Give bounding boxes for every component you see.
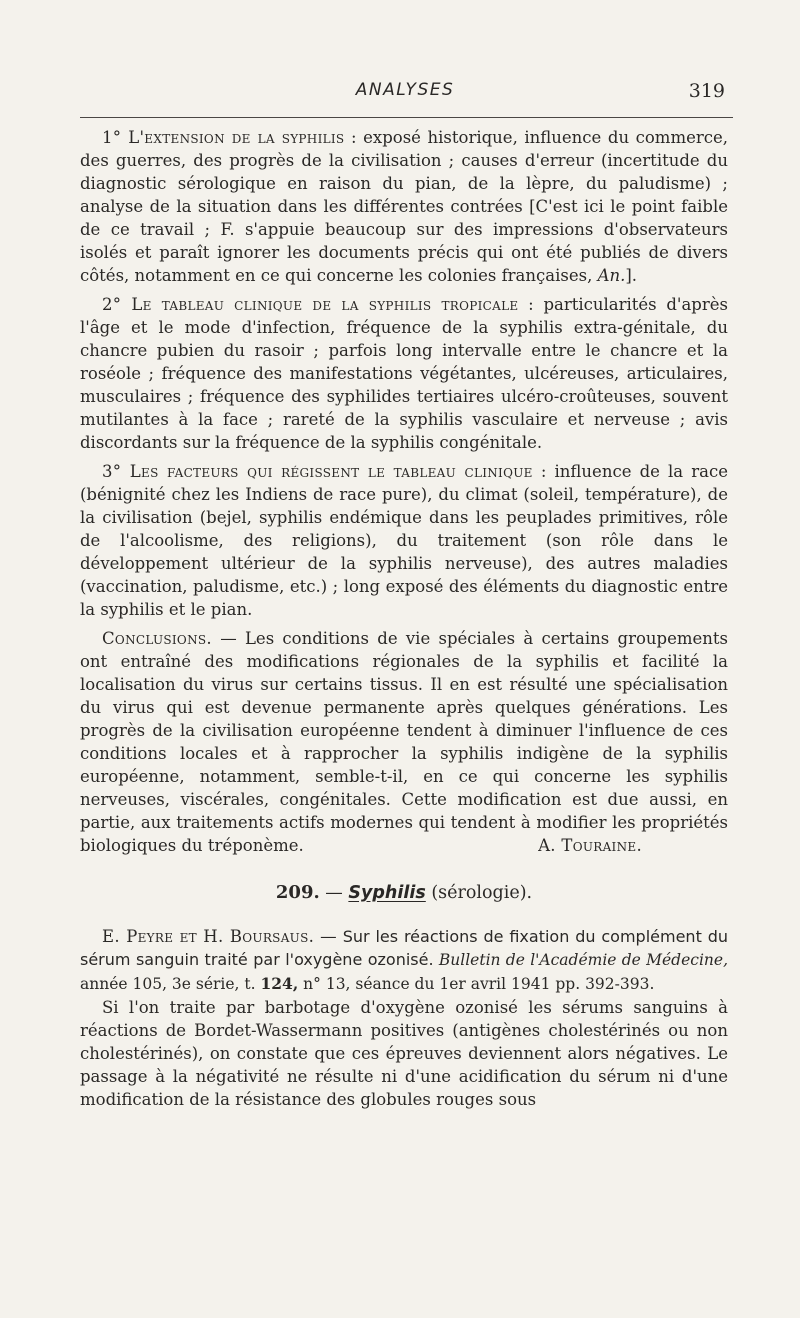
paragraph-extension	[80, 126, 728, 287]
running-title: ANALYSES	[355, 80, 455, 100]
reference-title: Sur les réactions de fixation du complément du sérum sanguin traité par l'oxygène ozonisé.	[80, 927, 728, 969]
reference-journal: Bulletin de l'Académie de Médecine,	[433, 951, 728, 969]
reference-details: n° 13, séance du 1er avril 1941 pp. 392-393.	[298, 975, 655, 993]
paragraph-clinical-picture	[80, 293, 728, 454]
running-head	[80, 80, 730, 104]
section-title: Syphilis	[348, 883, 426, 903]
article-body	[80, 126, 728, 1111]
paragraph-lead: 1° L'extension de la syphilis	[102, 128, 345, 147]
paragraph-lead: 2° Le tableau clinique de la syphilis tropicale	[102, 295, 519, 314]
bibliographic-reference	[80, 925, 728, 996]
section-number: 209.	[275, 882, 320, 903]
paragraph-text: : particularités d'après l'âge et le mode d'infection, fréquence de la syphilis extra-génitale, du chancre pubien du rasoir ; parfois long intervalle entre le chancre et la roséole ; fréquence des manifestations végétantes, ulcéreuses, articulaires, musculaires ; fréquence des syphilides tertiaires ulcéro-croûteuses, souvent mutilantes à la face ; rareté de la syphilis vasculaire et nerveuse ; avis discordants sur la fréquence de la syphilis congénitale.	[80, 295, 728, 452]
header-rule	[80, 117, 733, 118]
paragraph-text: — Les conditions de vie spéciales à certains groupements ont entraîné des modifications régionales de la syphilis et facilité la localisation du virus sur certains tissus. Il en est résulté une spécialisation du virus qui est devenue permanente après quelques générations. Les progrès de la civilisation européenne tendent à diminuer l'influence de ces conditions locales et à rapprocher la syphilis indigène de la syphilis européenne, notamment, semble-t-il, en ce qui concerne les syphilis nerveuses, viscérales, congénitales. Cette modification est due aussi, en partie, aux traitements actifs modernes qui tendent à modifier les propriétés biologiques du tréponème.	[80, 629, 728, 855]
reference-year: année 105, 3e série, t.	[80, 975, 261, 993]
paragraph-tail: ].	[625, 266, 638, 285]
paragraph-text: : influence de la race (bénignité chez les Indiens de race pure), du climat (soleil, température), de la civilisation (bejel, syphilis endémique dans les peuplades primitives, rôle de l'alcoolisme, des religions), du traitement (son rôle dans le développement ultérieur de la syphilis nerveuse), des autres maladies (vaccination, paludisme, etc.) ; long exposé des éléments du diagnostic entre la syphilis et le pian.	[80, 462, 728, 619]
paragraph-text: : exposé historique, influence du commerce, des guerres, des progrès de la civilisation ; causes d'erreur (incertitude du diagnostic sérologique en raison du pian, de la lèpre, du paludisme) ; analyse de la situation dans les différentes contrées [C'est ici le point faible de ce travail ; F. s'appuie beaucoup sur des impressions d'observateurs isolés et paraît ignorer les documents précis qui ont été publiés de divers côtés, notamment en ce qui concerne les colonies françaises,	[80, 128, 729, 285]
paragraph-conclusions	[80, 627, 728, 857]
section-heading	[80, 881, 728, 905]
author-signature: A. Touraine.	[538, 836, 642, 855]
reference-dash: —	[314, 927, 343, 946]
paragraph-lead: 3° Les facteurs qui régissent le tableau clinique	[102, 462, 533, 481]
paragraph-factors	[80, 460, 728, 621]
reference-authors: E. Peyre et H. Boursaus.	[102, 927, 315, 946]
paragraph-lead: Conclusions.	[102, 629, 212, 648]
paragraph-italic: An.	[597, 266, 626, 285]
paragraph-abstract: Si l'on traite par barbotage d'oxygène ozonisé les sérums sanguins à réactions de Bordet-Wassermann positives (antigènes cholestérinés ou non cholestérinés), on constate que ces épreuves deviennent alors négatives. Le passage à la négativité ne résulte ni d'une acidification du sérum ni d'une modification de la résistance des globules rouges sous	[80, 998, 728, 1109]
page-number: 319	[688, 80, 725, 102]
section-subtitle: (sérologie).	[425, 883, 533, 903]
reference-volume: 124,	[260, 974, 299, 993]
section-dash: —	[319, 883, 349, 903]
